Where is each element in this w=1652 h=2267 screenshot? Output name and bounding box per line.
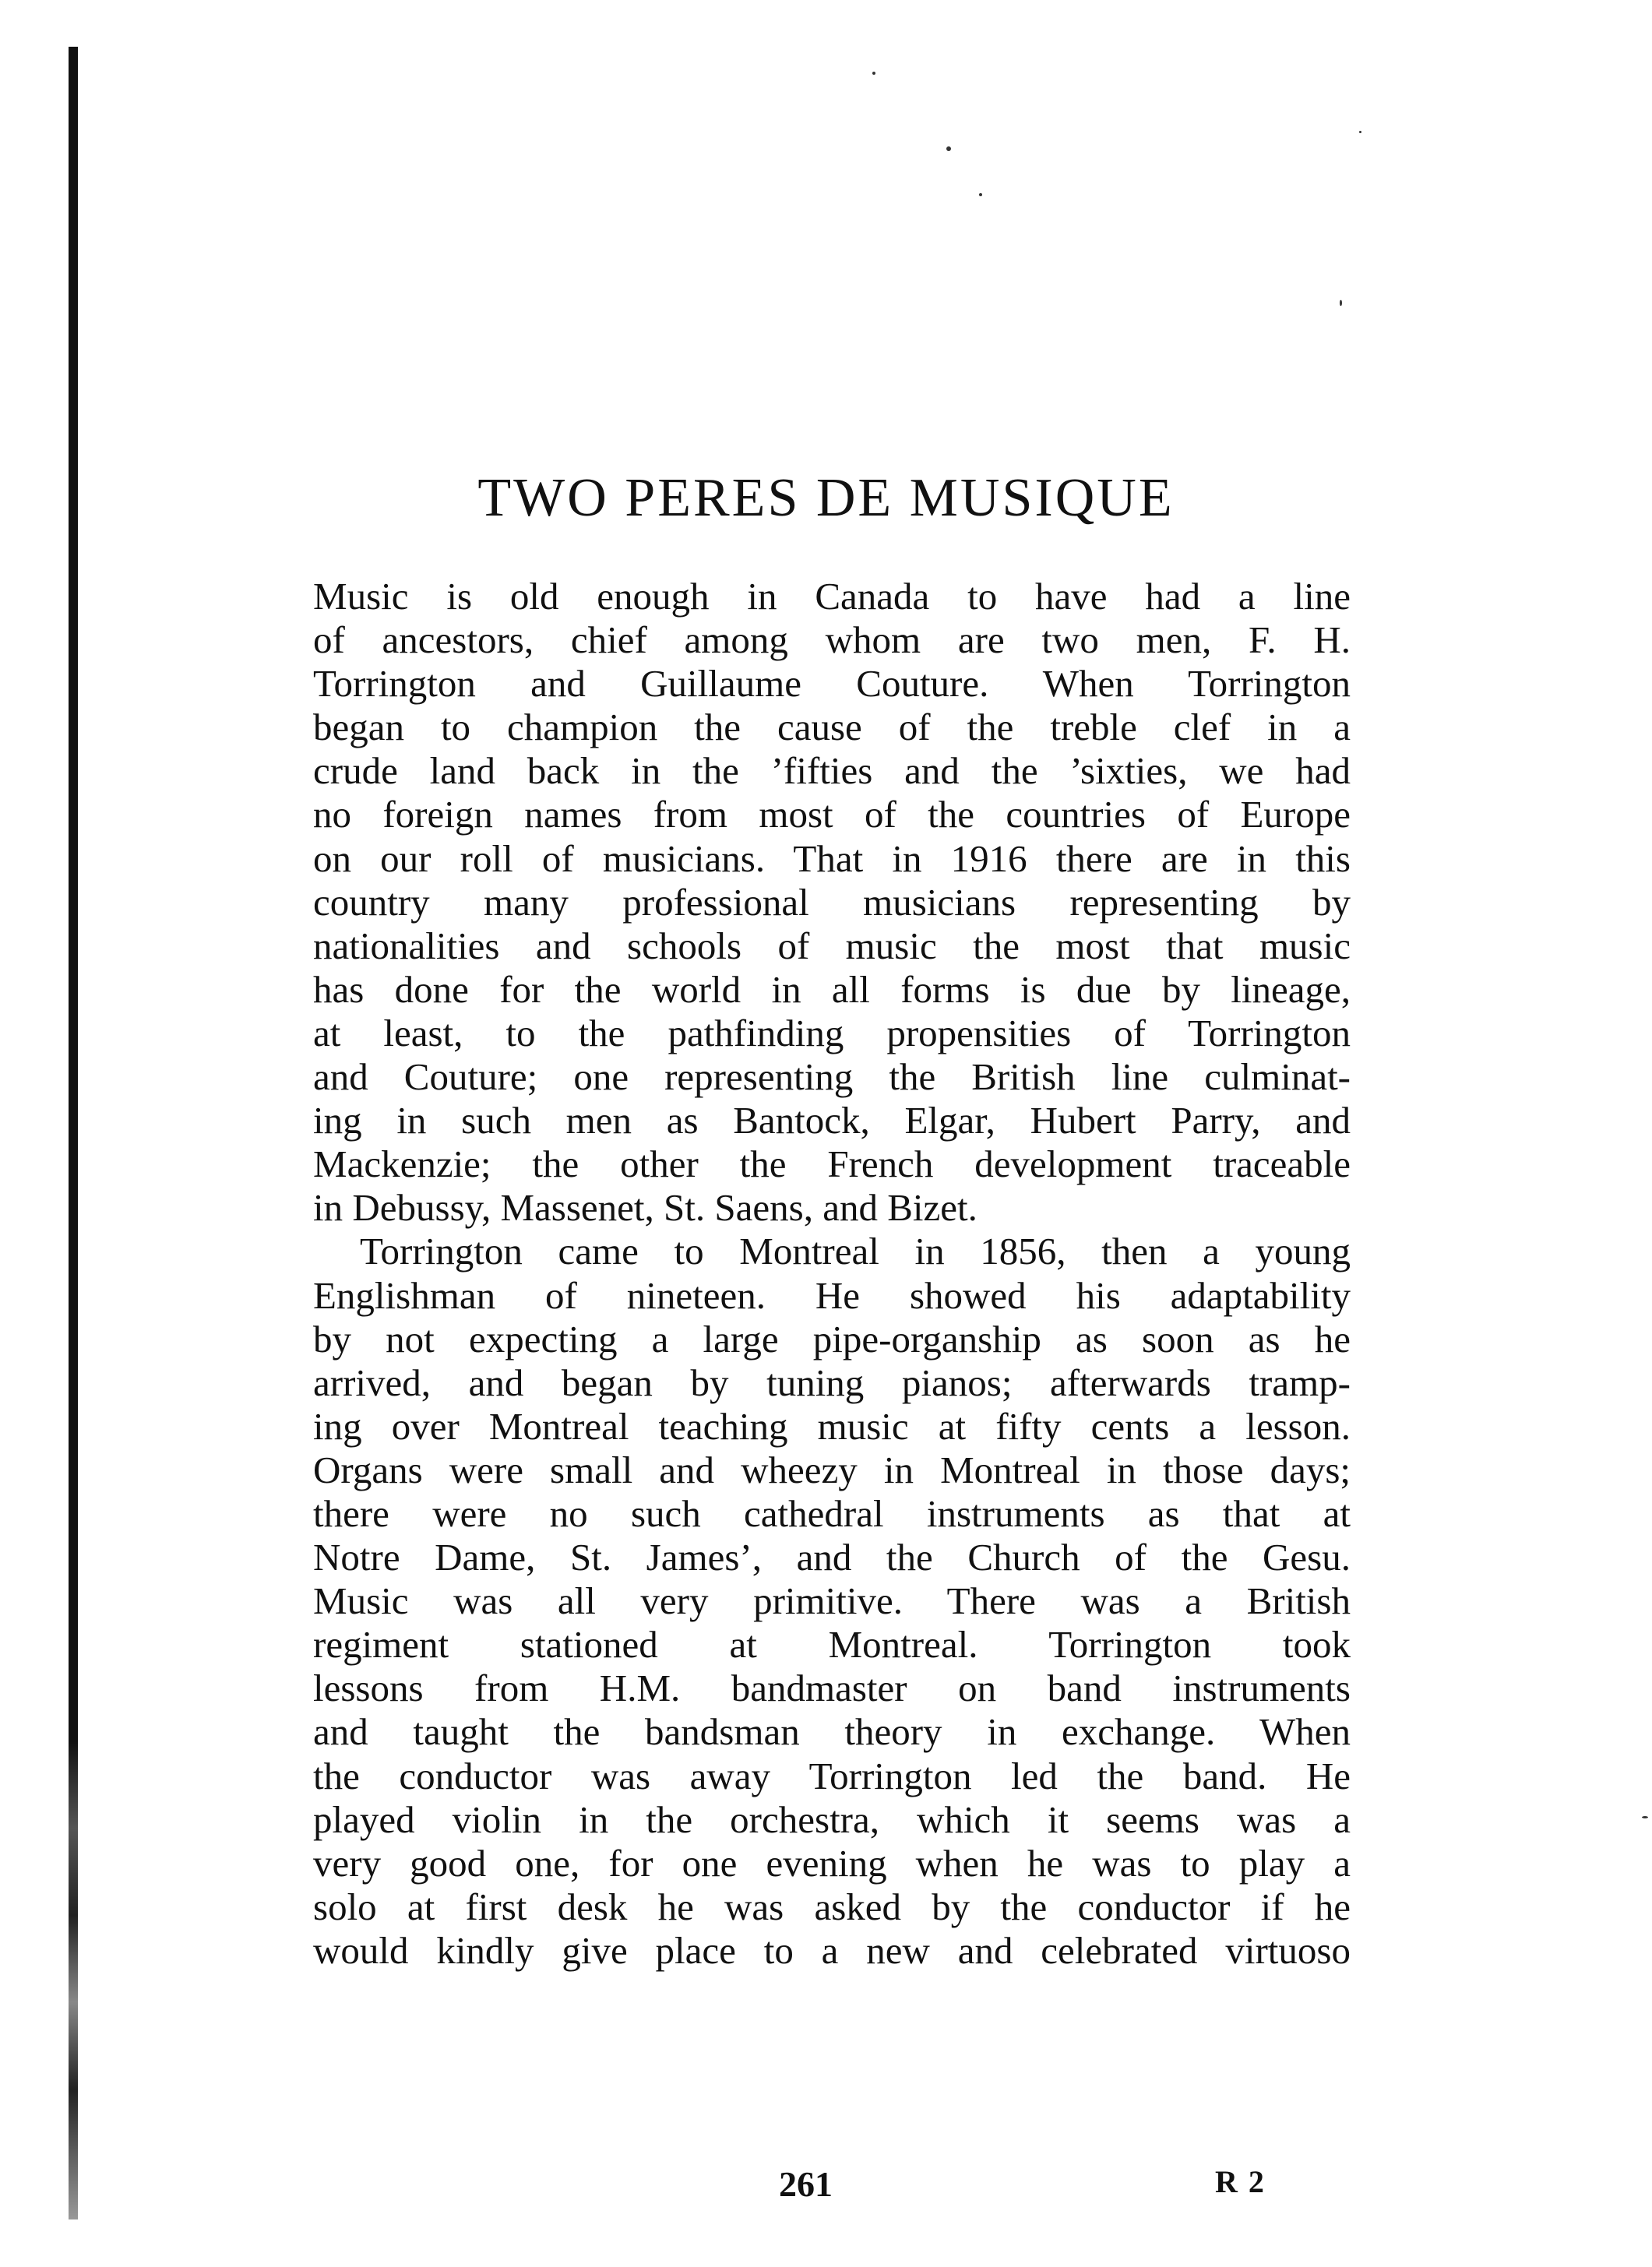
text-line: by not expecting a large pipe-organship as soon as he	[313, 1317, 1351, 1361]
text-line: and Couture; one representing the British line culminat-	[313, 1055, 1351, 1099]
text-line: solo at first desk he was asked by the conductor if he	[313, 1885, 1351, 1928]
text-line: Mackenzie; the other the French development traceable	[313, 1142, 1351, 1186]
paragraph	[313, 575, 1351, 1230]
text-line: Englishman of nineteen. He showed his adaptability	[313, 1273, 1351, 1317]
body-text	[313, 575, 1351, 1973]
text-line: very good one, for one evening when he was to play a	[313, 1841, 1351, 1885]
text-line: would kindly give place to a new and celebrated virtuoso	[313, 1928, 1351, 1972]
scan-speck	[946, 146, 951, 151]
text-line: Torrington and Guillaume Couture. When Torrington	[313, 662, 1351, 706]
text-line: has done for the world in all forms is due by lineage,	[313, 967, 1351, 1011]
text-line: at least, to the pathfinding propensities of Torrington	[313, 1011, 1351, 1054]
text-line: and taught the bandsman theory in exchange. When	[313, 1710, 1351, 1754]
text-line: nationalities and schools of music the most that music	[313, 924, 1351, 967]
paragraph	[313, 1230, 1351, 1973]
text-line: Torrington came to Montreal in 1856, then a young	[360, 1230, 1351, 1273]
scan-speck	[872, 72, 875, 75]
scan-speck	[1340, 300, 1342, 306]
text-line: of ancestors, chief among whom are two men, F. H.	[313, 618, 1351, 662]
text-line: ing in such men as Bantock, Elgar, Hubert Parry, and	[313, 1099, 1351, 1142]
text-line: regiment stationed at Montreal. Torrington took	[313, 1623, 1351, 1667]
scan-speck	[979, 193, 982, 196]
text-line: on our roll of musicians. That in 1916 there are in this	[313, 836, 1351, 880]
text-line: in Debussy, Massenet, St. Saens, and Bizet.	[313, 1186, 977, 1230]
text-line: there were no such cathedral instruments as that at	[313, 1491, 1351, 1535]
text-line: no foreign names from most of the countries of Europe	[313, 793, 1351, 836]
text-line: Notre Dame, St. James’, and the Church of the Gesu.	[313, 1536, 1351, 1579]
scan-speck	[1642, 1816, 1648, 1818]
chapter-title: TWO PERES DE MUSIQUE	[477, 468, 1175, 528]
text-line: crude land back in the ’fifties and the ’sixties, we had	[313, 749, 1351, 793]
text-line: the conductor was away Torrington led the band. He	[313, 1754, 1351, 1797]
text-line: played violin in the orchestra, which it seems was a	[313, 1797, 1351, 1841]
text-line: Music is old enough in Canada to have had a line	[313, 575, 1351, 618]
text-line: country many professional musicians representing by	[313, 880, 1351, 924]
text-line: arrived, and began by tuning pianos; afterwards tramp-	[313, 1361, 1351, 1404]
text-line: lessons from H.M. bandmaster on band instruments	[313, 1667, 1351, 1710]
scan-speck	[1359, 131, 1361, 133]
text-line: ing over Montreal teaching music at fifty cents a lesson.	[313, 1404, 1351, 1448]
page-number: 261	[779, 2164, 833, 2204]
text-line: Organs were small and wheezy in Montreal in those days;	[313, 1448, 1351, 1491]
binding-edge	[69, 47, 78, 2219]
text-line: began to champion the cause of the treble clef in a	[313, 706, 1351, 749]
signature-mark: R 2	[1215, 2164, 1266, 2199]
text-line: Music was all very primitive. There was a British	[313, 1579, 1351, 1623]
